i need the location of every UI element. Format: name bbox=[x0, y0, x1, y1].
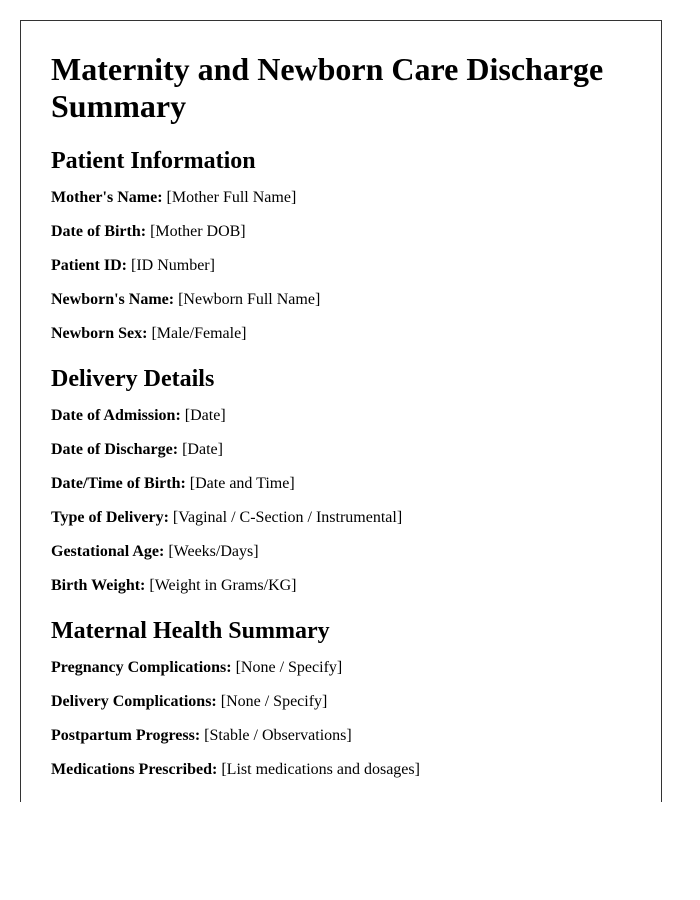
field-label: Date of Birth: bbox=[51, 223, 147, 240]
field-delivery-complications bbox=[51, 693, 631, 711]
section-patient-information bbox=[51, 147, 631, 343]
field-label: Date of Admission: bbox=[51, 407, 181, 424]
field-value: [None / Specify] bbox=[235, 659, 343, 676]
field-value: [Date] bbox=[182, 441, 223, 458]
field-date-of-birth bbox=[51, 223, 631, 241]
field-value: [Male/Female] bbox=[151, 325, 247, 342]
field-patient-id bbox=[51, 257, 631, 275]
field-value: [Mother Full Name] bbox=[166, 189, 297, 206]
field-value: [ID Number] bbox=[130, 257, 215, 274]
field-label: Newborn's Name: bbox=[51, 291, 175, 308]
field-date-time-of-birth bbox=[51, 475, 631, 493]
field-label: Gestational Age: bbox=[51, 543, 165, 560]
field-label: Newborn Sex: bbox=[51, 325, 148, 342]
field-value: [Vaginal / C-Section / Instrumental] bbox=[172, 509, 403, 526]
field-value: [Date] bbox=[184, 407, 226, 424]
section-maternal-health-summary bbox=[51, 617, 631, 779]
section-heading: Maternal Health Summary bbox=[51, 618, 330, 644]
field-pregnancy-complications bbox=[51, 659, 631, 677]
field-type-of-delivery bbox=[51, 509, 631, 527]
field-postpartum-progress bbox=[51, 727, 631, 745]
field-label: Postpartum Progress: bbox=[51, 727, 201, 744]
field-value: [Newborn Full Name] bbox=[178, 291, 321, 308]
field-label: Date/Time of Birth: bbox=[51, 475, 186, 492]
field-label: Delivery Complications: bbox=[51, 693, 217, 710]
section-delivery-details bbox=[51, 365, 631, 595]
field-label: Birth Weight: bbox=[51, 577, 146, 594]
field-label: Date of Discharge: bbox=[51, 441, 179, 458]
field-value: [Weeks/Days] bbox=[168, 543, 259, 560]
field-value: [Weight in Grams/KG] bbox=[149, 577, 297, 594]
field-label: Mother's Name: bbox=[51, 189, 163, 206]
section-heading: Patient Information bbox=[51, 148, 256, 174]
field-date-of-admission bbox=[51, 407, 631, 425]
page-title: Maternity and Newborn Care Discharge Summary bbox=[51, 51, 604, 124]
field-gestational-age bbox=[51, 543, 631, 561]
field-value: [List medications and dosages] bbox=[221, 761, 420, 778]
field-birth-weight bbox=[51, 577, 631, 595]
section-heading: Delivery Details bbox=[51, 366, 215, 392]
field-value: [Mother DOB] bbox=[150, 223, 246, 240]
field-label: Patient ID: bbox=[51, 257, 127, 274]
field-label: Pregnancy Complications: bbox=[51, 659, 232, 676]
field-date-of-discharge bbox=[51, 441, 631, 459]
field-newborn-sex bbox=[51, 325, 631, 343]
field-medications-prescribed bbox=[51, 761, 631, 779]
discharge-summary-document bbox=[20, 20, 662, 802]
field-label: Type of Delivery: bbox=[51, 509, 169, 526]
field-newborns-name bbox=[51, 291, 631, 309]
field-value: [None / Specify] bbox=[220, 693, 328, 710]
field-label: Medications Prescribed: bbox=[51, 761, 218, 778]
field-mothers-name bbox=[51, 189, 631, 207]
field-value: [Stable / Observations] bbox=[204, 727, 352, 744]
field-value: [Date and Time] bbox=[189, 475, 295, 492]
